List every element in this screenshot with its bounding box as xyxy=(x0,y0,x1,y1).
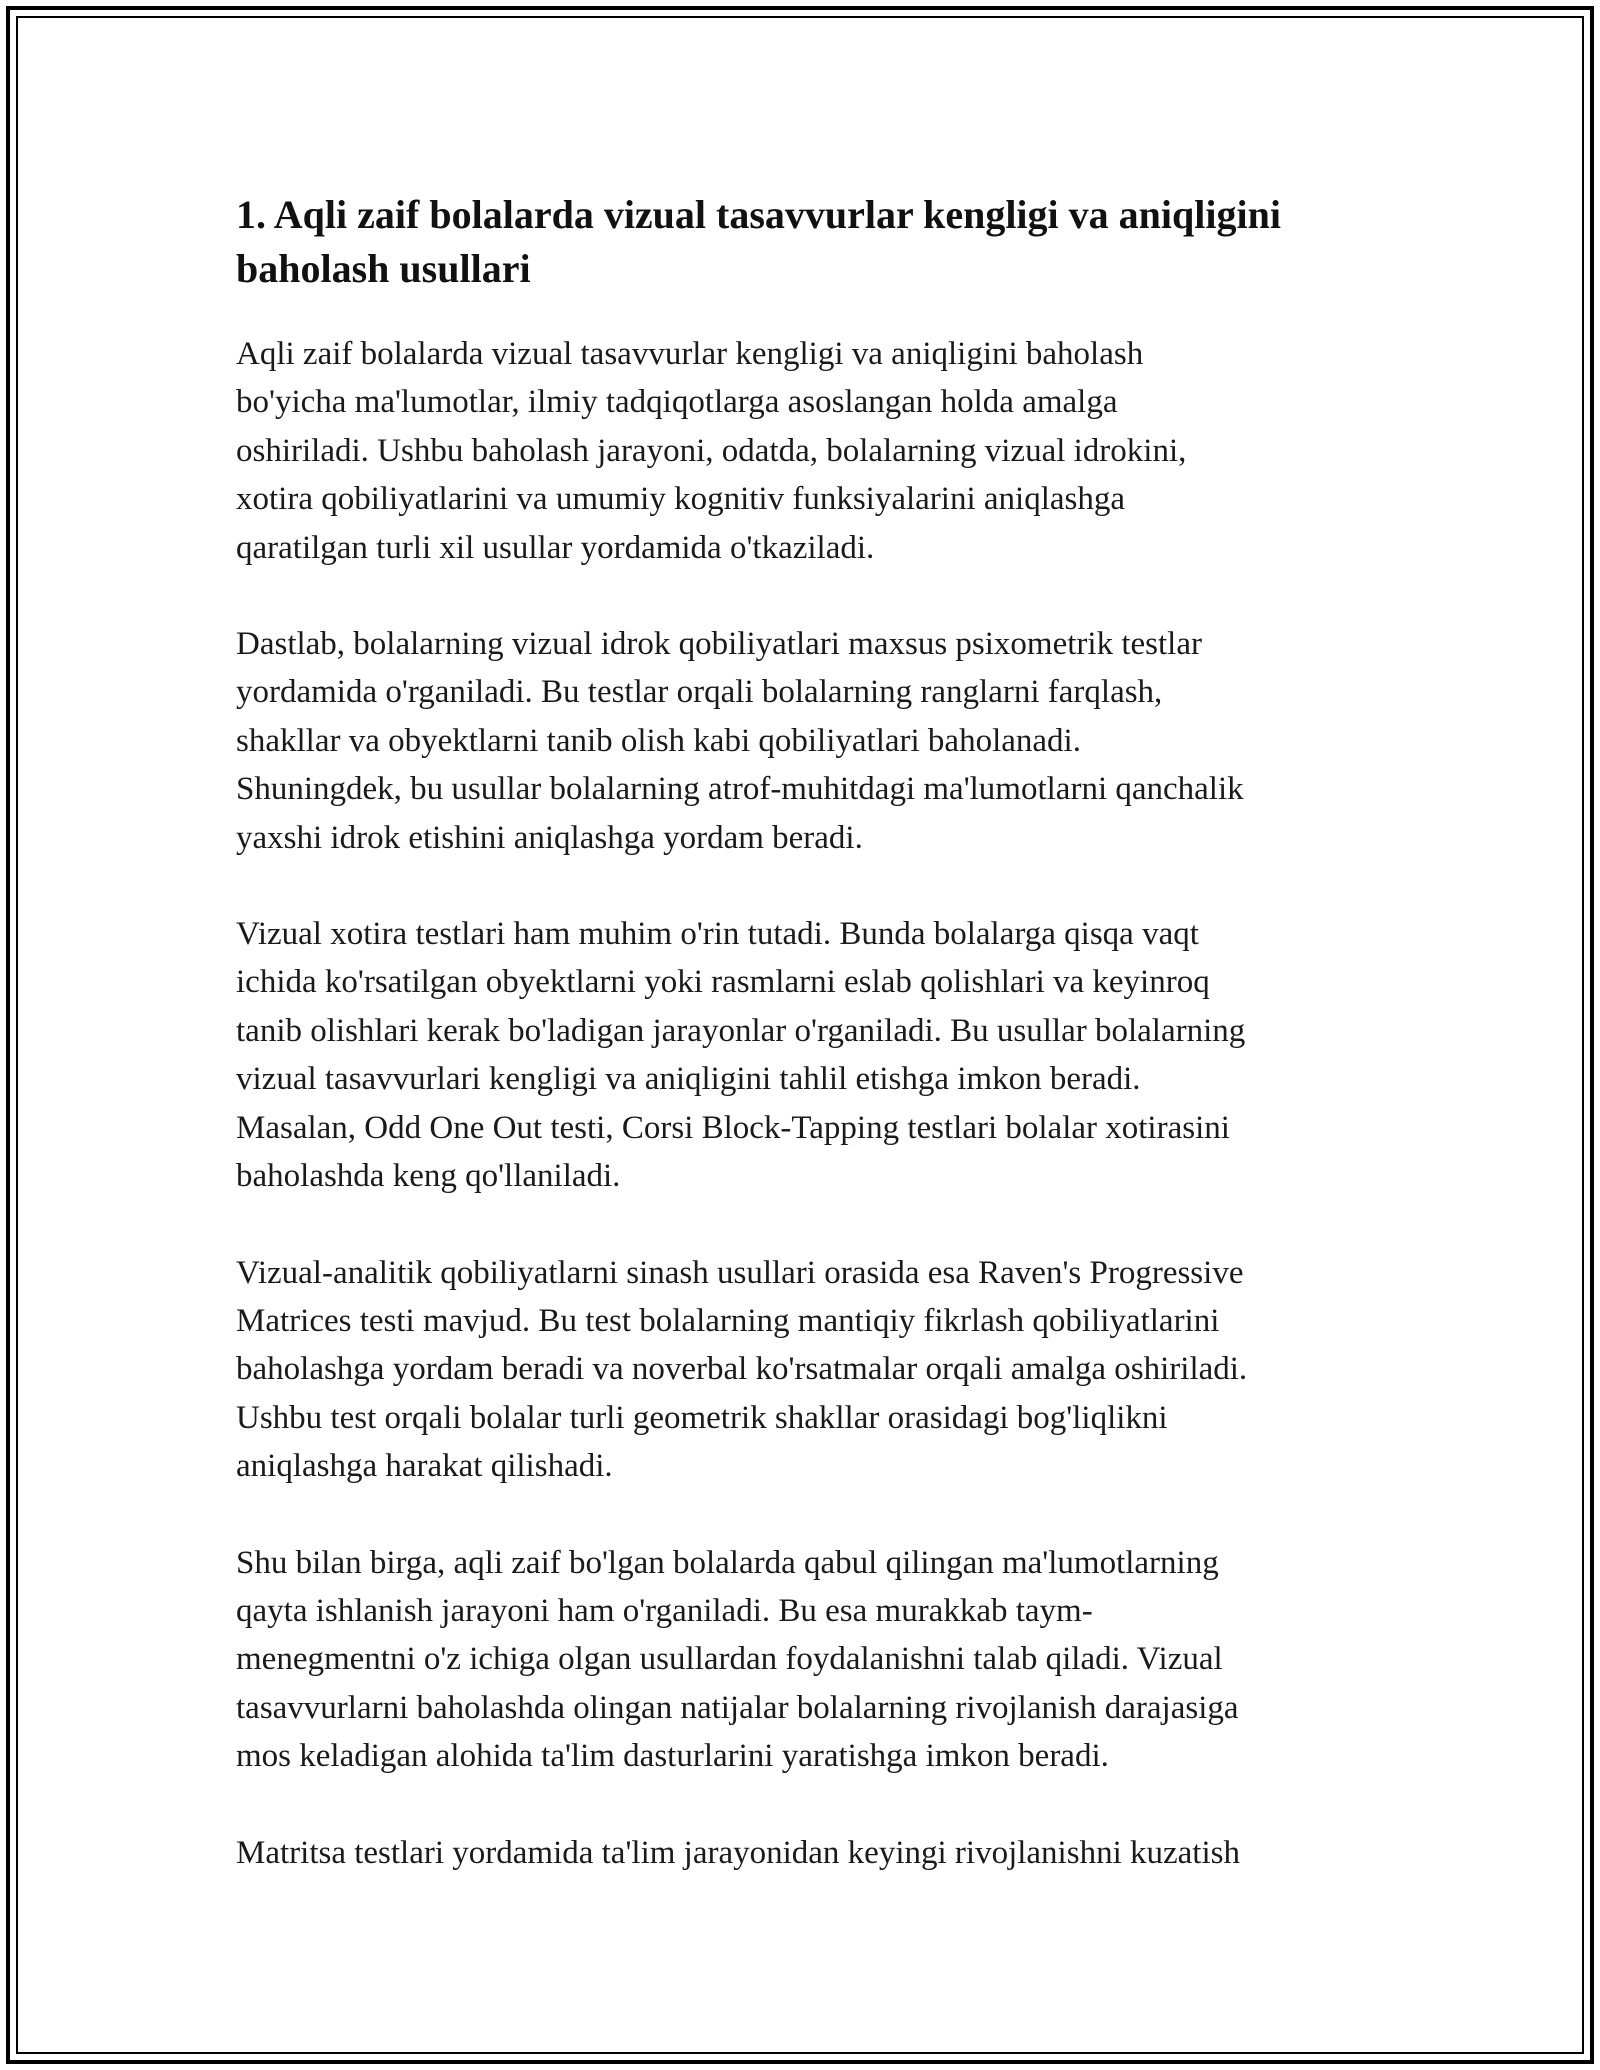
section-title: 1. Aqli zaif bolalarda vizual tasavvurlar kengligi va aniqligini baholash usullari xyxy=(236,192,1281,291)
paragraph-intro: Aqli zaif bolalarda vizual tasavvurlar kengligi va aniqligini baholash bo'yicha ma'lumotlar, ilmiy tadqiqotlarga asoslangan holda amalga oshiriladi. Ushbu baholash jarayoni, odatda, bolalarning vizual idrokini, xotira qobiliyatlarini va umumiy kognitiv funksiyalarini aniqlashga qaratilgan turli xil usullar yordamida o'tkaziladi. xyxy=(236,336,1187,566)
document-body xyxy=(236,188,1366,1925)
paragraph-visual-analytic: Vizual-analitik qobiliyatlarni sinash usullari orasida esa Raven's Progressive Matrices testi mavjud. Bu test bolalarning mantiqiy fikrlash qobiliyatlarini baholashga yordam beradi va noverbal ko'rsatmalar orqali amalga oshiriladi. Ushbu test orqali bolalar turli geometrik shakllar orasidagi bog'liqlikni aniqlashga harakat qilishadi. xyxy=(236,1254,1248,1485)
paragraph-matrix-tests: Matritsa testlari yordamida ta'lim jarayonidan keyingi rivojlanishni kuzatish xyxy=(236,1834,1240,1871)
paragraph-visual-memory: Vizual xotira testlari ham muhim o'rin tutadi. Bunda bolalarga qisqa vaqt ichida ko'rsatilgan obyektlarni yoki rasmlarni eslab qolishlari va keyinroq tanib olishlari kerak bo'ladigan jarayonlar o'rganiladi. Bu usullar bolalarning vizual tasavvurlari kengligi va aniqligini tahlil etishga imkon beradi. Masalan, Odd One Out testi, Corsi Block-Tapping testlari bolalar xotirasini baholashda keng qo'llaniladi. xyxy=(236,916,1246,1195)
paragraph-visual-perception: Dastlab, bolalarning vizual idrok qobiliyatlari maxsus psixometrik testlar yordamida o'rganiladi. Bu testlar orqali bolalarning ranglarni farqlash, shakllar va obyektlarni tanib olish kabi qobiliyatlari baholanadi. Shuningdek, bu usullar bolalarning atrof-muhitdagi ma'lumotlarni qanchalik yaxshi idrok etishini aniqlashga yordam beradi. xyxy=(236,626,1244,856)
paragraph-information-processing: Shu bilan birga, aqli zaif bo'lgan bolalarda qabul qilingan ma'lumotlarning qayta ishlanish jarayoni ham o'rganiladi. Bu esa murakkab taym- menegmentni o'z ichiga olgan usullardan foydalanishni talab qiladi. Vizual tasavvurlarni baholashda olingan natijalar bolalarning rivojlanish darajasiga mos keladigan alohida ta'lim dasturlarini yaratishga imkon beradi. xyxy=(236,1544,1239,1775)
